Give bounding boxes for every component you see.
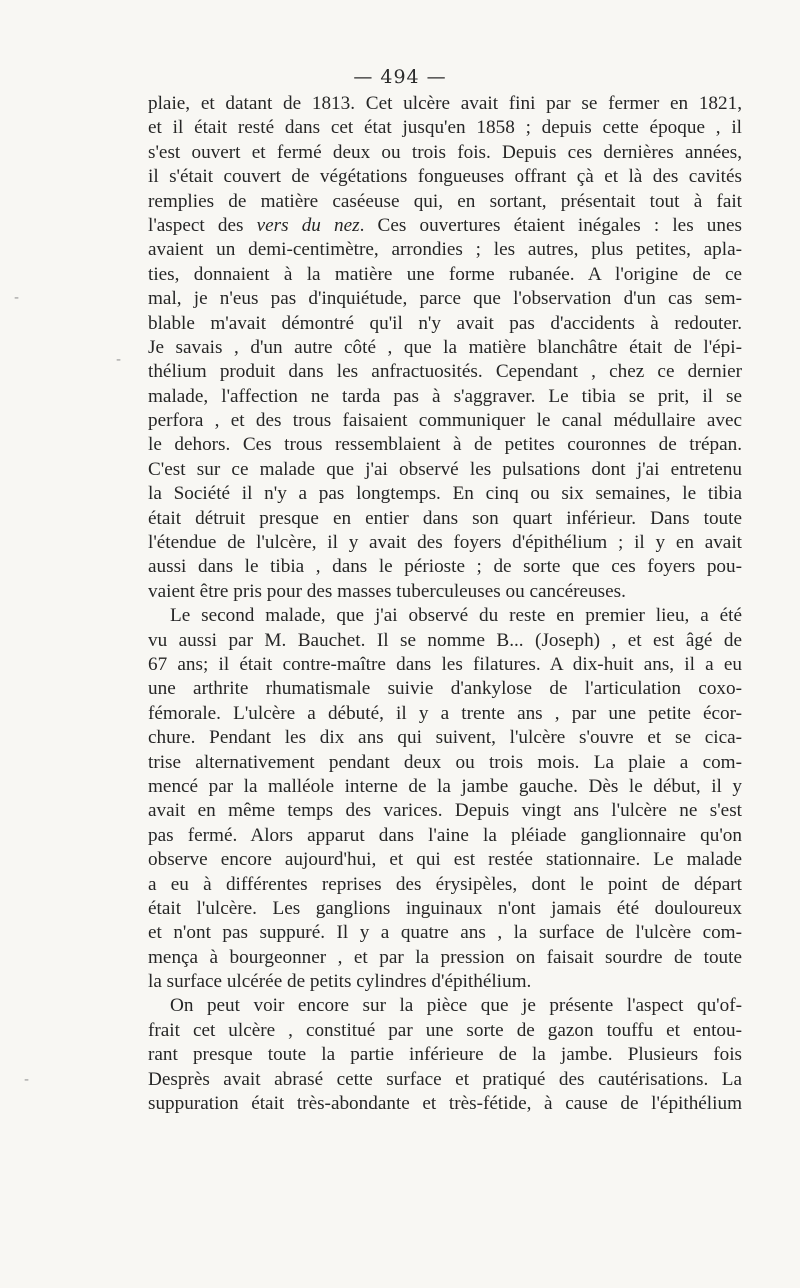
- text-line: frait cet ulcère , constitué par une sorte de gazon touffu et entou-: [148, 1019, 742, 1041]
- text-line: était détruit presque en entier dans son quart inférieur. Dans toute: [148, 507, 742, 529]
- text-line: perfora , et des trous faisaient communiquer le canal médullaire avec: [148, 410, 742, 432]
- text-line: On peut voir encore sur la pièce que je présente l'aspect qu'of-: [170, 995, 742, 1017]
- text-line: plaie, et datant de 1813. Cet ulcère avait fini par se fermer en 1821,: [148, 93, 742, 114]
- text-line: chure. Pendant les dix ans qui suivent, l'ulcère s'ouvre et se cica-: [148, 727, 742, 749]
- text-line: observe encore aujourd'hui, et qui est restée stationnaire. Le malade: [148, 849, 742, 871]
- text-line: et il était resté dans cet état jusqu'en 1858 ; depuis cette époque , il: [148, 117, 742, 139]
- text-line: malade, l'affection ne tarda pas à s'aggraver. Le tibia se prit, il se: [148, 385, 742, 407]
- text-line: avaient un demi-centimètre, arrondies ; les autres, plus petites, apla-: [148, 239, 742, 261]
- text-line: blable m'avait démontré qu'il n'y avait pas d'accidents à redouter.: [148, 312, 742, 334]
- text-line: avait en même temps des varices. Depuis vingt ans l'ulcère ne s'est: [148, 800, 742, 822]
- text-line: mença à bourgeonner , et par la pression on faisait sourdre de toute: [148, 946, 742, 968]
- text-line: fémorale. L'ulcère a débuté, il y a trente ans , par une petite écor-: [148, 702, 742, 724]
- text-line: l'aspect des vers du nez. Ces ouvertures étaient inégales : les unes: [148, 214, 742, 236]
- text-line: Desprès avait abrasé cette surface et pratiqué des cautérisations. La: [148, 1068, 742, 1090]
- text-line: aussi dans le tibia , dans le périoste ; de sorte que ces foyers pou-: [148, 556, 742, 578]
- text-line: la surface ulcérée de petits cylindres d'épithélium.: [148, 971, 532, 993]
- text-line: vu aussi par M. Bauchet. Il se nomme B... (Joseph) , et est âgé de: [148, 629, 742, 651]
- margin-mark: -: [116, 352, 122, 368]
- text-line: Le second malade, que j'ai observé du reste en premier lieu, a été: [170, 605, 742, 627]
- margin-mark: -: [14, 290, 20, 306]
- text-line: mencé par la malléole interne de la jambe gauche. Dès le début, il y: [148, 775, 742, 797]
- text-line: thélium produit dans les anfractuosités. Cependant , chez ce dernier: [148, 361, 742, 383]
- text-line: une arthrite rhumatismale suivie d'ankylose de l'articulation coxo-: [148, 678, 742, 700]
- text-line: mal, je n'eus pas d'inquiétude, parce que l'observation d'un cas sem-: [148, 288, 742, 310]
- page-number: — 494 —: [353, 66, 447, 88]
- text-line: il s'était couvert de végétations fongueuses offrant çà et là des cavités: [148, 166, 742, 188]
- text-line: C'est sur ce malade que j'ai observé les pulsations dont j'ai entretenu: [148, 458, 742, 480]
- text-line: remplies de matière caséeuse qui, en sortant, présentait tout à fait: [148, 190, 742, 212]
- text-line: trise alternativement pendant deux ou trois mois. La plaie a com-: [148, 751, 742, 773]
- text-line: a eu à différentes reprises des érysipèles, dont le point de départ: [148, 873, 742, 895]
- paragraph: [148, 994, 742, 1116]
- text-line: était l'ulcère. Les ganglions inguinaux n'ont jamais été douloureux: [148, 897, 742, 919]
- body-text: [148, 92, 742, 1116]
- text-line: et n'ont pas suppuré. Il y a quatre ans , la surface de l'ulcère com-: [148, 922, 742, 944]
- text-line: suppuration était très-abondante et très-fétide, à cause de l'épithélium: [148, 1093, 742, 1115]
- margin-mark: -: [24, 1072, 30, 1088]
- text-line: 67 ans; il était contre-maître dans les filatures. A dix-huit ans, il a eu: [148, 653, 742, 675]
- text-line: ties, donnaient à la matière une forme rubanée. A l'origine de ce: [148, 263, 742, 285]
- text-line: l'étendue de l'ulcère, il y avait des foyers d'épithélium ; il y en avait: [148, 532, 742, 554]
- text-line: s'est ouvert et fermé deux ou trois fois. Depuis ces dernières années,: [148, 141, 742, 163]
- text-line: rant presque toute la partie inférieure de la jambe. Plusieurs fois: [148, 1044, 742, 1066]
- text-line: le dehors. Ces trous ressemblaient à de petites couronnes de trépan.: [148, 434, 742, 456]
- paragraph: [148, 604, 742, 994]
- text-line: la Société il n'y a pas longtemps. En cinq ou six semaines, le tibia: [148, 483, 742, 505]
- text-line: vaient être pris pour des masses tuberculeuses ou cancéreuses.: [148, 580, 626, 602]
- paragraph: [148, 92, 742, 604]
- text-line: pas fermé. Alors apparut dans l'aine la pléiade ganglionnaire qu'on: [148, 824, 742, 846]
- text-line: Je savais , d'un autre côté , que la matière blanchâtre était de l'épi-: [148, 336, 742, 358]
